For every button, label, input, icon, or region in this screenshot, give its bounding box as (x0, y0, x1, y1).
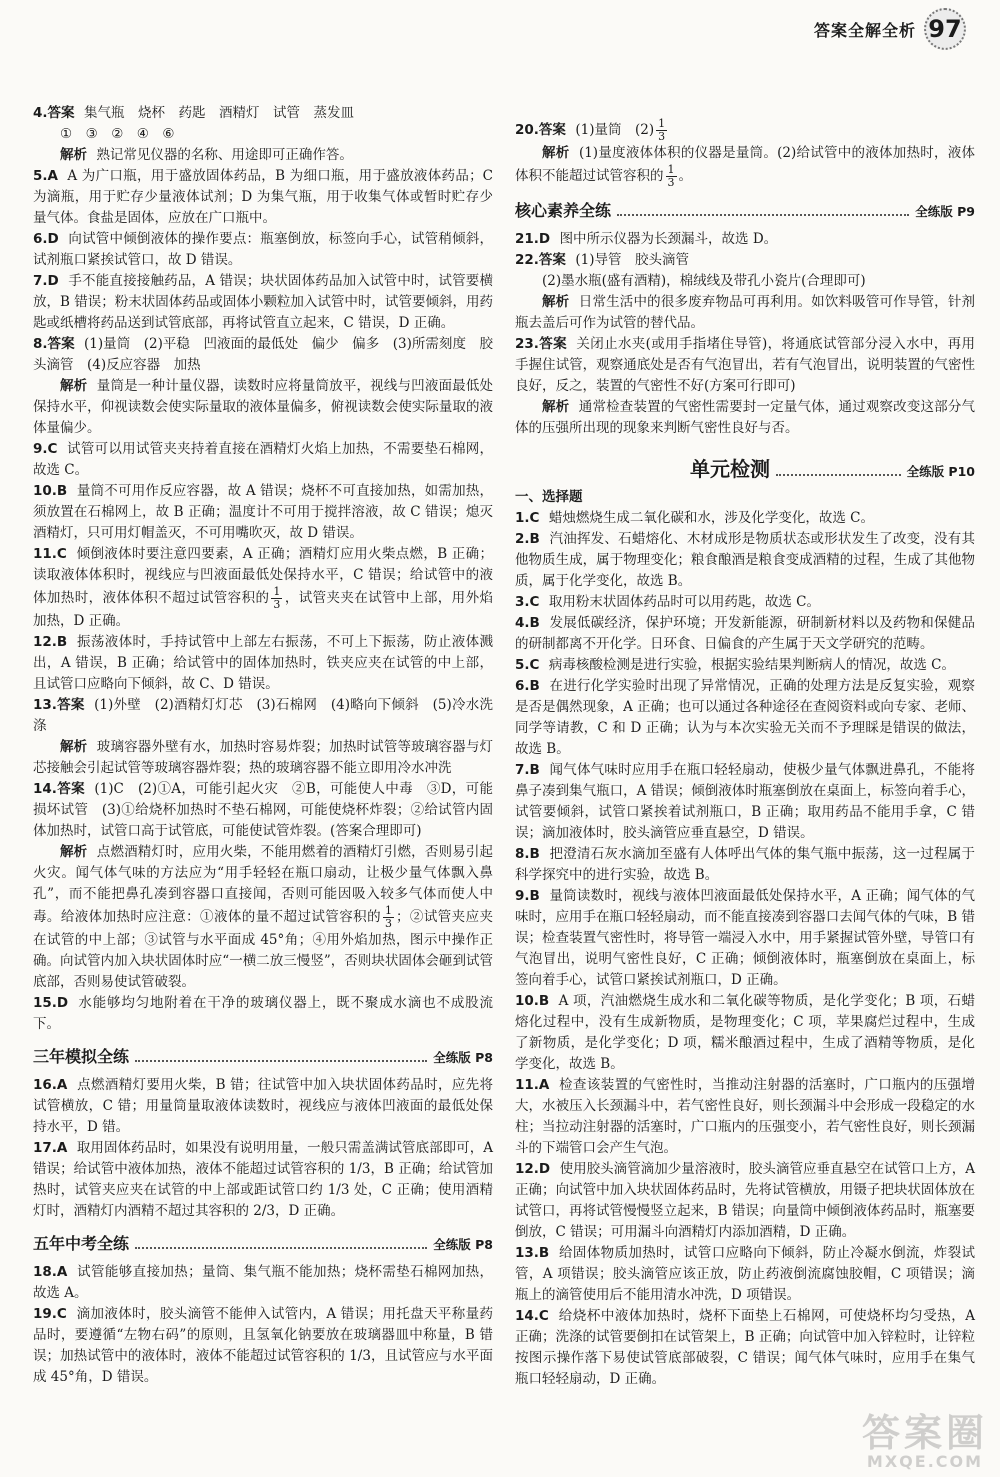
answer-text: 发展低碳经济，保护环境；开发新能源，研制新材料以及药物和保健品的研制都离不开化学。日环食、日偏食的产生属于天文学研究的范畴。 (515, 615, 975, 652)
answer-text: 把澄清石灰水滴加至盛有人体呼出气体的集气瓶中振荡，这一过程属于科学探究中的进行实验，故选 B。 (515, 846, 975, 883)
unit-answer-4 (515, 613, 975, 655)
answer-17 (33, 1138, 493, 1222)
answer-text: 手不能直接接触药品，A 错误；块状固体药品加入试管中时，试管要横放，B 错误；粉末状固体药品或固体小颗粒加入试管中时，试管要倾斜，用药匙或纸槽将药品送到试管底部，再将试管直立起来，C 错误，D 正确。 (33, 273, 493, 331)
dotted-leader (776, 474, 901, 476)
answer-text: 滴加液体时，胶头滴管不能伸入试管内，A 错误；用托盘天平称量药品时，要遵循“左物右码”的原则，且氢氧化钠要放在玻璃器皿中称量，B 错误；加热试管中的液体时，液体不能超过试管容积的 1/3，且试管应与水平面成 45°角，D 错误。 (33, 1306, 493, 1385)
answer-number: 18.A (33, 1264, 68, 1280)
fraction (666, 164, 677, 189)
answer-number: 9.C (33, 441, 58, 457)
answer-number: 16.A (33, 1077, 68, 1093)
answer-number: 5.A (33, 168, 58, 184)
answer-text: (1)量筒 (2)平稳 凹液面的最低处 偏少 偏多 (3)所需刻度 胶头滴管 (4)反应容器 加热 (33, 336, 493, 373)
subsection-title: 一、选择题 (515, 489, 583, 505)
analysis-text: 点燃酒精灯时，应用火柴，不能用燃着的酒精灯引燃，否则易引起火灾。闻气体气味的方法应为“用手轻轻在瓶口扇动，让极少量气体飘入鼻孔”，而不能把鼻孔凑到容器口直接闻，否则可能因吸入较多气体而使人中毒。给液体加热时应注意：①液体的量不超过试管容积的 (33, 844, 494, 925)
fraction-numerator: 1 (667, 163, 675, 176)
answer-11 (33, 544, 493, 632)
answer-23 (515, 334, 975, 397)
answer-text: 检查该装置的气密性时，当推动注射器的活塞时，广口瓶内的压强增大，水被压入长颈漏斗中，若气密性良好，则长颈漏斗中会形成一段稳定的水柱；当拉动注射器的活塞时，广口瓶内的压强变小，若气密性良好，则长颈漏斗的下端管口会产生气泡。 (515, 1077, 975, 1156)
answer-number: 12.D (515, 1161, 551, 1177)
unit-answer-2 (515, 529, 975, 592)
section-header-danyuan (515, 457, 975, 481)
answer-12 (33, 632, 493, 695)
fraction (656, 118, 667, 143)
answer-number: 22.答案 (515, 252, 566, 268)
answer-15 (33, 993, 493, 1035)
answer-text: 闻气体气味时应用手在瓶口轻轻扇动，使极少量气体飘进鼻孔，不能将鼻子凑到集气瓶口，A 错误；倾倒液体时瓶塞倒放在桌面上，标签向着手心，试管要倾斜，试管口紧挨着试剂瓶口，B 正确；取用药品不能用手拿，C 错误；滴加液体时，胶头滴管应垂直悬空，D 错误。 (515, 762, 975, 841)
analysis-text: 日常生活中的很多废弃物品可再利用。如饮料吸管可作导管，针剂瓶去盖后可作为试管的替代品。 (515, 294, 976, 331)
answer-number: 8.答案 (33, 336, 75, 352)
answer-number: 15.D (33, 995, 69, 1011)
answer-5 (33, 166, 493, 229)
answer-number: 7.B (515, 762, 540, 778)
answer-number: 14.答案 (33, 781, 85, 797)
analysis-text: 熟记常见仪器的名称、用途即可正确作答。 (96, 147, 353, 163)
answer-number: 20.答案 (515, 122, 566, 138)
answer-14-analysis (33, 842, 493, 993)
answer-text: 取用固体药品时，如果没有说明用量，一般只需盖满试管底部即可，A 错误；给试管中液体加热，液体不能超过试管容积的 1/3，B 正确；给试管加热时，试管夹应夹在试管的中上部或距试管口约 1/3 处，C 正确；使用酒精灯时，酒精灯内酒精不超过其容积的 2/3，D 正确。 (33, 1140, 493, 1219)
answer-text: 试管能够直接加热；量筒、集气瓶不能加热；烧杯需垫石棉网加热，故选 A。 (33, 1264, 493, 1301)
right-column (515, 118, 975, 1390)
analysis-label: 解析 (60, 844, 88, 860)
answer-14 (33, 779, 493, 842)
answer-text: 水能够均匀地附着在干净的玻璃仪器上，既不聚成水滴也不成股流下。 (33, 995, 493, 1032)
answer-9 (33, 439, 493, 481)
unit-answer-13 (515, 1243, 975, 1306)
answer-number: 14.C (515, 1308, 549, 1324)
answer-10 (33, 481, 493, 544)
answer-text: 试管可以用试管夹夹持着直接在酒精灯火焰上加热，不需要垫石棉网，故选 C。 (33, 441, 493, 478)
page-number: 97 (924, 8, 966, 50)
answer-8 (33, 334, 493, 376)
answer-number: 4.答案 (33, 105, 75, 121)
answer-number: 6.B (515, 678, 540, 694)
watermark-site-text: MXQE.COM (866, 1452, 984, 1471)
answer-text: 蜡烛燃烧生成二氧化碳和水，涉及化学变化，故选 C。 (548, 510, 874, 526)
answer-text: 图中所示仪器为长颈漏斗，故选 D。 (559, 231, 778, 247)
answer-text: 给固体物质加热时，试管口应略向下倾斜，防止冷凝水倒流，炸裂试管，A 项错误；胶头滴管应该正放，防止药液倒流腐蚀胶帽，C 项错误；滴瓶上的滴管使用后不能用清水冲洗，D 项错误。 (515, 1245, 975, 1303)
analysis-text: 玻璃容器外壁有水，加热时容易炸裂；加热时试管等玻璃容器与灯芯接触会引起试管等玻璃容器炸裂；热的玻璃容器不能立即用冷水冲洗 (33, 739, 494, 776)
analysis-label: 解析 (542, 399, 570, 415)
answer-text: 使用胶头滴管滴加少量溶液时，胶头滴管应垂直悬空在试管口上方，A 正确；向试管中加入块状固体药品时，先将试管横放，用镊子把块状固体放在试管口，再将试管慢慢竖立起来，B 错误；向量筒中倾倒液体药品时，瓶塞要倒放，C 错误；可用漏斗向酒精灯内添加酒精，D 正确。 (515, 1161, 975, 1240)
section-header-hexin (515, 201, 975, 221)
answer-text: 病毒核酸检测是进行实验，根据实验结果判断病人的情况，故选 C。 (548, 657, 955, 673)
answer-number: 9.B (515, 888, 540, 904)
answer-19 (33, 1304, 493, 1388)
answer-number: 21.D (515, 231, 551, 247)
fraction-numerator: 1 (658, 117, 666, 130)
answer-text: 取用粉末状固体药品时可以用药匙，故选 C。 (548, 594, 820, 610)
answer-text: 关闭止水夹(或用手指堵住导管)，将通底试管部分浸入水中，再用手握住试管，观察通底处是否有气泡冒出，若有气泡冒出，说明装置的气密性良好，反之，装置的气密性不好(方案可行即可) (515, 336, 975, 394)
answer-number: 13.答案 (33, 697, 85, 713)
unit-answer-11 (515, 1075, 975, 1159)
answer-number: 10.B (515, 993, 550, 1009)
analysis-label: 解析 (60, 378, 88, 394)
page-header (814, 8, 966, 50)
section-title: 三年模拟全练 (33, 1047, 130, 1066)
answer-number: 8.B (515, 846, 540, 862)
answer-text: 在进行化学实验时出现了异常情况，正确的处理方法是反复实验，观察是否是偶然现象，A 正确；也可以通过各种途径在查阅资料或向专家、老师、同学等请教，C 和 D 正确；认为与本次实验无关而不予理睬是错误的做法，故选 B。 (515, 678, 975, 757)
answer-number: 11.C (33, 546, 67, 562)
answer-text: 量筒不可用作反应容器，故 A 错误；烧杯不可直接加热，如需加热，须放置在石棉网上，故 B 正确；温度计不可用于搅拌溶液，故 C 错误；熄灭酒精灯，只可用灯帽盖灭，不可用嘴吹灭，故 D 错误。 (33, 483, 493, 541)
section-page-ref: 全练版 P8 (433, 1050, 493, 1065)
answer-number: 10.B (33, 483, 68, 499)
unit-answer-1 (515, 508, 975, 529)
section-header-wunian (33, 1234, 493, 1254)
answer-13 (33, 695, 493, 737)
fraction-denominator: 3 (273, 598, 281, 611)
watermark-logo-text: 答案圈 (861, 1411, 988, 1455)
fraction-numerator: 1 (384, 904, 392, 917)
analysis-text: 通常检查装置的气密性需要封一定量气体，通过观察改变这部分气体的压强所出现的现象来判断气密性良好与否。 (515, 399, 976, 436)
section-title: 单元检测 (690, 457, 770, 481)
answer-text: (1)量筒 (2) (575, 122, 655, 138)
answer-text-after: ，试管夹夹在试管中上部，用外焰加热，D 正确。 (33, 590, 493, 629)
analysis-text-after: 。 (678, 168, 692, 184)
answer-number: 1.C (515, 510, 540, 526)
unit-answer-12 (515, 1159, 975, 1243)
answer-20 (515, 118, 975, 143)
answer-4 (33, 103, 493, 124)
section-title: 核心素养全练 (515, 201, 612, 220)
analysis-text-after: ；②试管夹应夹在试管的中上部；③试管与水平面成 45°角；④用外焰加热，图示中操作正确。向试管内加入块状固体时应“一横二放三慢竖”，否则块状固体会砸到试管底部，否则易使试管破裂。 (33, 909, 494, 990)
answer-number: 19.C (33, 1306, 67, 1322)
answer-22-analysis (515, 292, 975, 334)
unit-answer-8 (515, 844, 975, 886)
dotted-leader (135, 1060, 427, 1062)
answer-text: 量筒读数时，视线与液体凹液面最低处保持水平，A 正确；闻气体的气味时，应用手在瓶口轻轻扇动，而不能直接凑到容器口去闻气体的气味，B 错误；检查装置气密性时，将导管一端浸入水中，用手紧握试管外壁，导管口有气泡冒出，说明气密性良好，C 正确；倾倒液体时，瓶塞倒放在桌面上，标签向着手心，试管口紧挨试剂瓶口，D 正确。 (515, 888, 975, 988)
fraction (383, 905, 394, 930)
unit-answer-5 (515, 655, 975, 676)
analysis-label: 解析 (60, 147, 87, 163)
answer-22-part2: (2)墨水瓶(盛有酒精)，棉绒线及带孔小瓷片(合理即可) (542, 273, 866, 289)
analysis-label: 解析 (542, 294, 570, 310)
answer-6 (33, 229, 493, 271)
section-title: 五年中考全练 (33, 1234, 130, 1253)
answer-4-analysis (33, 145, 493, 166)
unit-answer-10 (515, 991, 975, 1075)
answer-23-analysis (515, 397, 975, 439)
unit-answer-14 (515, 1306, 975, 1390)
answer-21 (515, 229, 975, 250)
answer-8-analysis (33, 376, 493, 439)
answer-number: 5.C (515, 657, 540, 673)
header-title: 答案全解全析 (813, 20, 916, 40)
answer-number: 13.B (515, 1245, 550, 1261)
answer-text: 向试管中倾倒液体的操作要点：瓶塞倒放，标签向手心，试管稍倾斜，试剂瓶口紧挨试管口，故 D 错误。 (33, 231, 493, 268)
fraction-numerator: 1 (273, 585, 281, 598)
answer-number: 2.B (515, 531, 540, 547)
answer-number: 7.D (33, 273, 59, 289)
fraction (271, 586, 282, 611)
answer-16 (33, 1075, 493, 1138)
answer-number: 23.答案 (515, 336, 567, 352)
dotted-leader (617, 214, 909, 216)
answer-text: 给烧杯中液体加热时，烧杯下面垫上石棉网，可使烧杯均匀受热，A 正确；洗涤的试管要倒扣在试管架上，B 正确；向试管中加入锌粒时，让锌粒按图示操作落下易使试管底部破裂，C 错误；闻气体气味时，应用手在集气瓶口轻轻扇动，D 正确。 (515, 1308, 975, 1387)
answer-text: A 项，汽油燃烧生成水和二氧化碳等物质，是化学变化；B 项，石蜡熔化过程中，没有生成新物质，是物理变化；C 项，苹果腐烂过程中，生成了新物质，是化学变化；D 项，糯米酿酒过程中，生成了酒精等物质，是化学变化，故选 B。 (515, 993, 975, 1072)
unit-answer-7 (515, 760, 975, 844)
answer-text: 倾倒液体时要注意四要素，A 正确；酒精灯应用火柴点燃，B 正确；读取液体体积时，视线应与凹液面最低处保持水平，C 错误；给试管中的液体加热时，液体体积不超过试管容积的 (33, 546, 493, 606)
answer-18 (33, 1262, 493, 1304)
answer-text: (1)C (2)①A，可能引起火灾 ②B，可能使人中毒 ③D，可能损坏试管 (3)①给烧杯加热时不垫石棉网，可能使烧杯炸裂；②给试管内固体加热时，试管口高于试管底，可能使试管炸裂。(答案合理即可) (33, 781, 493, 839)
answer-number: 6.D (33, 231, 59, 247)
section-page-ref: 全练版 P10 (906, 464, 975, 479)
answer-number: 4.B (515, 615, 540, 631)
fraction-denominator: 3 (658, 130, 666, 143)
answer-13-analysis (33, 737, 493, 779)
answer-text: (1)外壁 (2)酒精灯灯芯 (3)石棉网 (4)略向下倾斜 (5)冷水洗涤 (33, 697, 493, 734)
answer-text: 汽油挥发、石蜡熔化、木材成形是物质状态或形状发生了改变，没有其他物质生成，属于物理变化；粮食酿酒是粮食变成酒精的过程，生成了其他物质，属于化学变化，故选 B。 (515, 531, 975, 589)
answer-number: 11.A (515, 1077, 550, 1093)
analysis-label: 解析 (542, 145, 570, 161)
answer-number: 12.B (33, 634, 68, 650)
answer-number: 3.C (515, 594, 540, 610)
answer-7 (33, 271, 493, 334)
answer-text: 点燃酒精灯要用火柴，B 错；往试管中加入块状固体药品时，应先将试管横放，C 错；用量筒量取液体读数时，视线应与液体凹液面的最低处保持水平，D 错。 (33, 1077, 493, 1135)
answer-22 (515, 250, 975, 271)
section-page-ref: 全练版 P9 (915, 204, 975, 219)
section-page-ref: 全练版 P8 (433, 1237, 493, 1252)
section-header-sanian (33, 1047, 493, 1067)
unit-answer-6 (515, 676, 975, 760)
left-column (33, 103, 493, 1388)
answer-text: 振荡液体时，手持试管中上部左右振荡，不可上下振荡，防止液体溅出，A 错误，B 正确；给试管中的固体加热时，铁夹应夹在试管的中上部，且试管口应略向下倾斜，故 C、D 错误。 (33, 634, 493, 692)
answer-number: 17.A (33, 1140, 68, 1156)
answer-4-order: ① ③ ② ④ ⑥ (60, 126, 175, 142)
unit-answer-3 (515, 592, 975, 613)
answer-text: A 为广口瓶，用于盛放固体药品，B 为细口瓶，用于盛放液体药品；C 为滴瓶，用于贮存少量液体试剂；D 为集气瓶，用于收集气体或暂时贮存少量气体。食盐是固体，应放在广口瓶中。 (33, 168, 493, 226)
answer-text: 集气瓶 烧杯 药匙 酒精灯 试管 蒸发皿 (83, 105, 354, 121)
answer-text: (1)导管 胶头滴管 (575, 252, 689, 268)
answer-20-analysis (515, 143, 975, 189)
watermark (862, 1413, 988, 1471)
dotted-leader (135, 1247, 427, 1249)
analysis-text: 量筒是一种计量仪器，读数时应将量筒放平，视线与凹液面最低处保持水平，仰视读数会使实际量取的液体量偏多，俯视读数会使实际量取的液体量偏少。 (33, 378, 494, 436)
fraction-denominator: 3 (384, 917, 392, 930)
analysis-label: 解析 (60, 739, 88, 755)
fraction-denominator: 3 (667, 176, 675, 189)
analysis-text: (1)量度液体体积的仪器是量筒。(2)给试管中的液体加热时，液体体积不能超过试管容积的 (515, 145, 976, 184)
unit-answer-9 (515, 886, 975, 991)
